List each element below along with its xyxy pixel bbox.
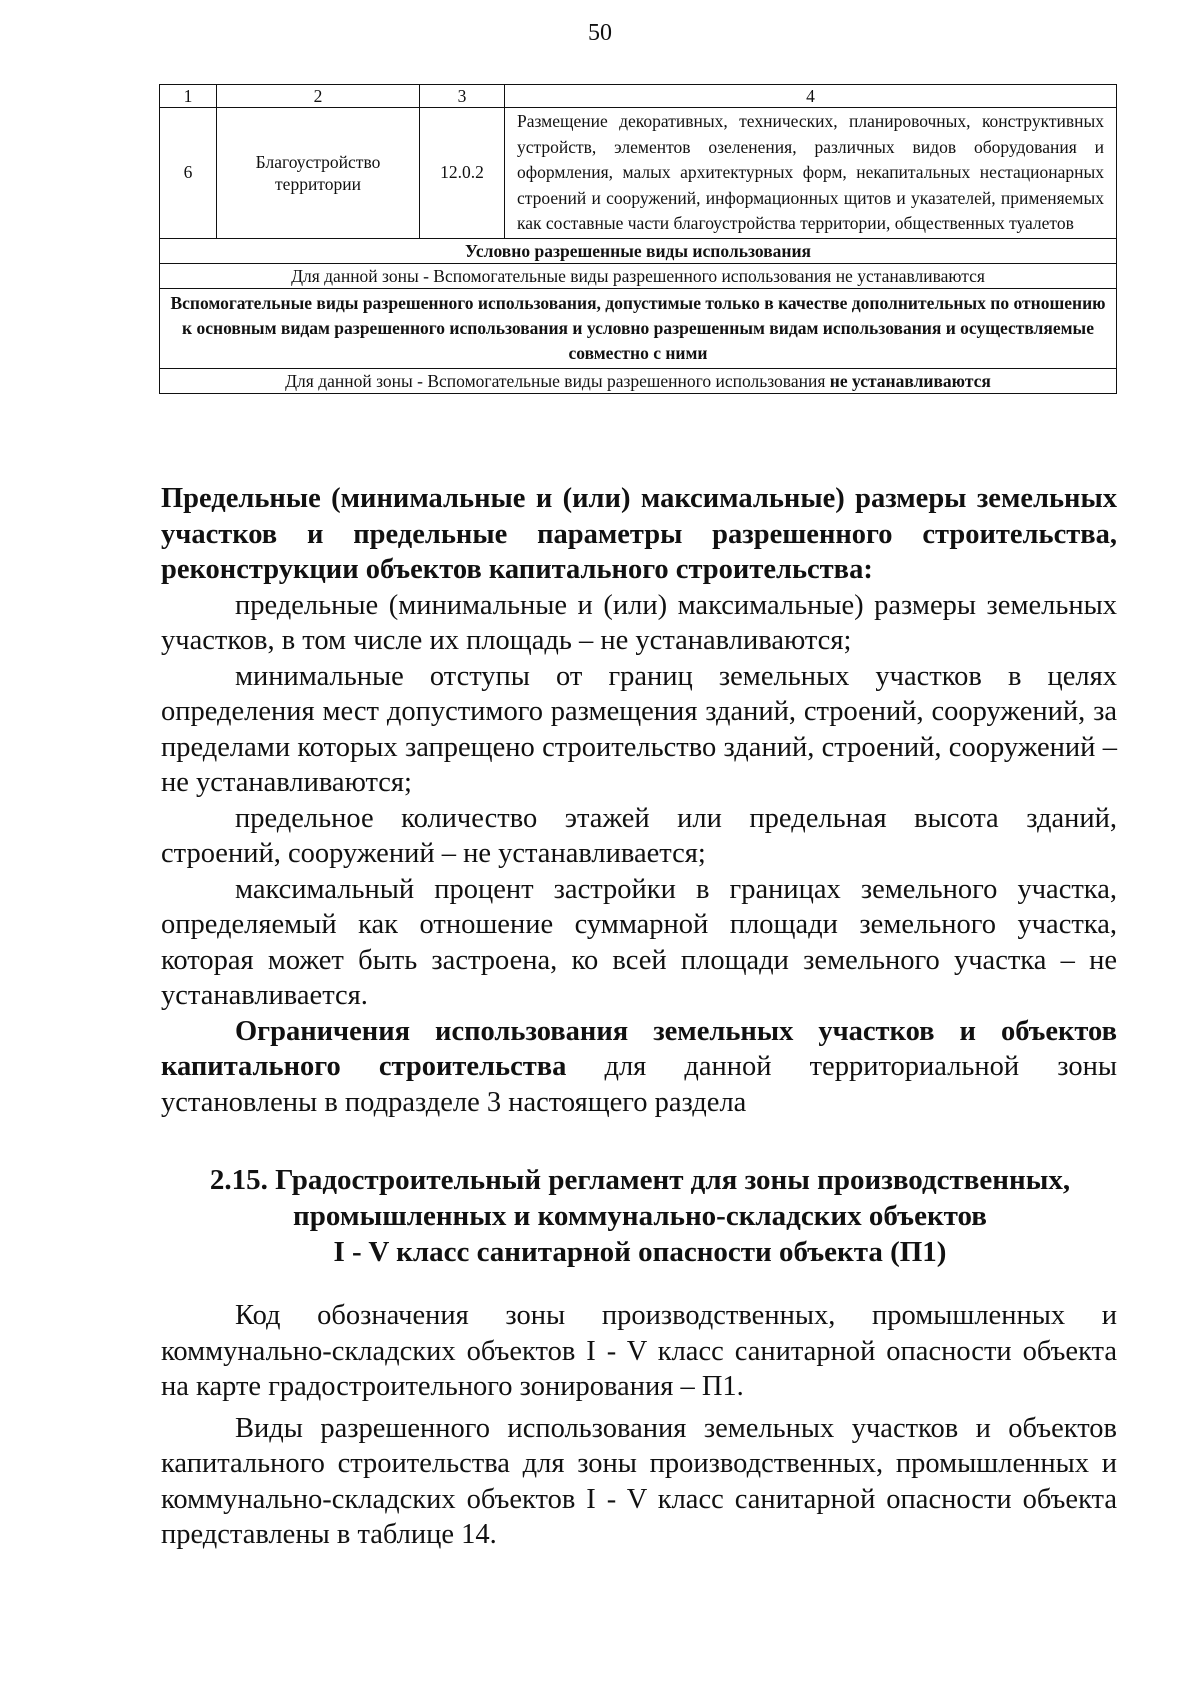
restrictions-bold: Ограничения использования земельных участков и объектов капитального строительства (161, 1015, 1117, 1082)
use-type-code: 12.0.2 (420, 108, 505, 239)
section-body (161, 1298, 1117, 1553)
use-type-name: Благоустройство территории (217, 108, 420, 239)
conditional-heading-row (160, 238, 1117, 263)
limits-paragraph: максимальный процент застройки в границах земельного участка, определяемый как отношение суммарной площади земельного участка, которая может быть застроена, ко всей площади земельного участка – не устанавливается. (161, 873, 1117, 1011)
col-header-1: 1 (160, 85, 217, 108)
use-type-description: Размещение декоративных, технических, планировочных, конструктивных устройств, элементов озеленения, различных видов оборудования и оформления, малых архитектурных форм, некапитальных нестационарных строений и сооружений, информационных щитов и указателей, применяемых как составные части благоустройства территории, общественных туалетов (505, 108, 1117, 239)
limits-paragraph: минимальные отступы от границ земельных участков в целях определения мест допустимого размещения зданий, строений, сооружений, за пределами которых запрещено строительство зданий, строений, сооружений – не устанавливаются; (161, 660, 1117, 798)
auxiliary-note-emphasis: не устанавливаются (829, 370, 991, 391)
conditional-heading: Условно разрешенные виды использования (160, 238, 1117, 263)
restrictions-text: для данной территориальной зоны установлены в подразделе 3 настоящего раздела (161, 1051, 1117, 1118)
row-number: 6 (160, 108, 217, 239)
limits-heading: Предельные (минимальные и (или) максимальные) размеры земельных участков и предельные параметры разрешенного строительства, реконструкции объектов капитального строительства: (161, 483, 1117, 585)
conditional-note-row (160, 263, 1117, 288)
limits-section (161, 481, 1117, 1120)
col-header-2: 2 (217, 85, 420, 108)
section-title-line: промышленных и коммунально-складских объектов (293, 1200, 987, 1232)
section-title-line: I - V класс санитарной опасности объекта (П1) (333, 1236, 947, 1268)
auxiliary-heading-row (160, 288, 1117, 368)
page-number: 50 (588, 20, 612, 46)
auxiliary-note-row (160, 368, 1117, 393)
restrictions-paragraph (161, 1014, 1117, 1121)
limits-paragraph: предельное количество этажей или предельная высота зданий, строений, сооружений – не устанавливается; (161, 802, 1117, 869)
table-row (160, 108, 1117, 239)
section-title (140, 1162, 1140, 1270)
auxiliary-note (160, 368, 1117, 393)
limits-paragraph: предельные (минимальные и (или) максимальные) размеры земельных участков, в том числе их площадь – не устанавливаются; (161, 589, 1117, 656)
auxiliary-note-text: Для данной зоны - Вспомогательные виды разрешенного использования (285, 370, 830, 391)
land-use-table (159, 84, 1117, 394)
table-header-row (160, 85, 1117, 108)
section-paragraph: Код обозначения зоны производственных, промышленных и коммунально-складских объектов I - V класс санитарной опасности объекта на карте градостроительного зонирования – П1. (161, 1300, 1117, 1402)
col-header-4: 4 (505, 85, 1117, 108)
col-header-3: 3 (420, 85, 505, 108)
section-title-line: 2.15. Градостроительный регламент для зоны производственных, (209, 1164, 1071, 1196)
conditional-note: Для данной зоны - Вспомогательные виды разрешенного использования не устанавливаются (160, 263, 1117, 288)
section-paragraph: Виды разрешенного использования земельных участков и объектов капитального строительства для зоны производственных, промышленных и коммунально-складских объектов I - V класс санитарной опасности объекта представлены в таблице 14. (161, 1412, 1117, 1550)
auxiliary-heading: Вспомогательные виды разрешенного использования, допустимые только в качестве дополнительных по отношению к основным видам разрешенного использования и условно разрешенным видам использования и осуществляемые совместно с ними (160, 288, 1117, 368)
